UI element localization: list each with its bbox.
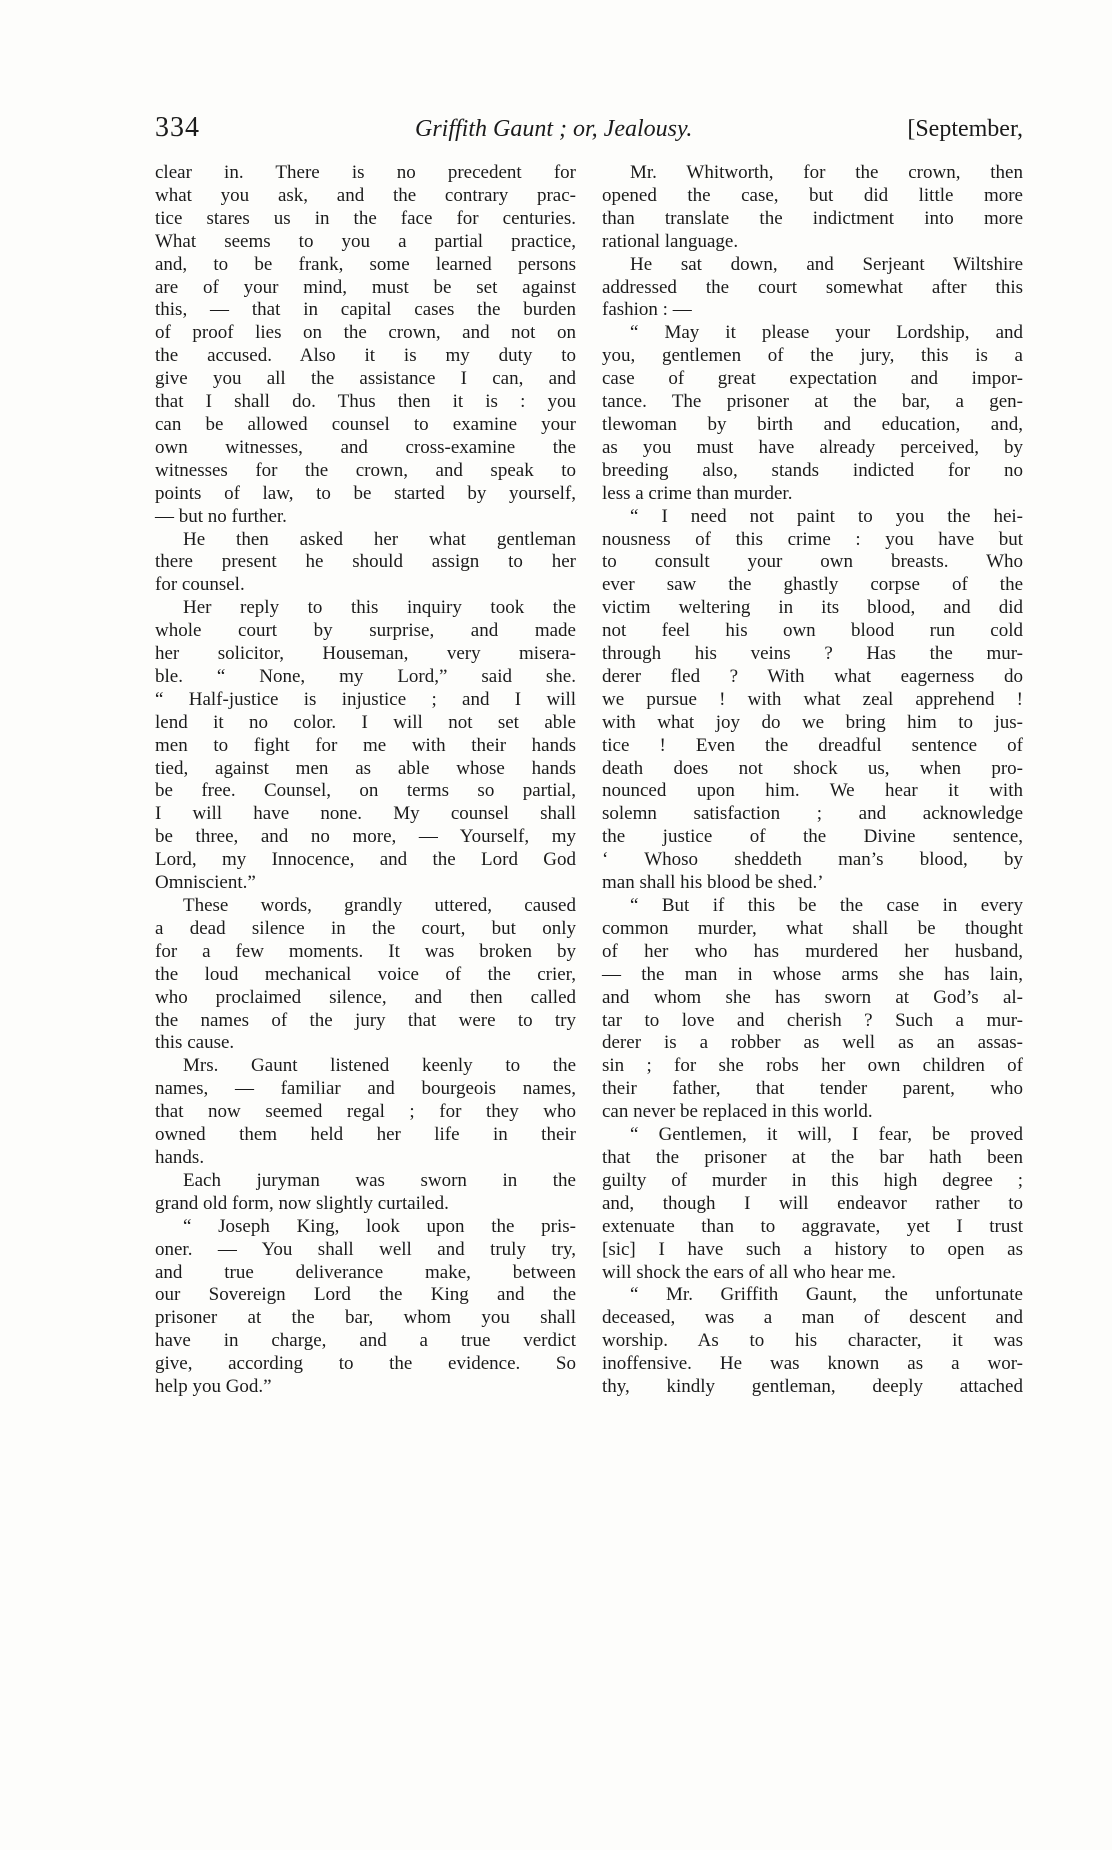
text-line: for a few moments. It was broken by	[155, 940, 576, 962]
text-line: guilty of murder in this high degree ;	[602, 1169, 1023, 1191]
text-line: can never be replaced in this world.	[602, 1101, 873, 1123]
paragraph	[602, 1124, 1023, 1284]
text-line: tied, against men as able whose hands	[155, 757, 576, 779]
text-line: “ I need not paint to you the hei-	[630, 505, 1023, 527]
text-line: fashion : —	[602, 299, 692, 321]
text-line: are of your mind, must be set against	[155, 276, 576, 298]
text-line: [sic] I have such a history to open as	[602, 1238, 1023, 1260]
text-line: derer fled ? With what eagerness do	[602, 665, 1023, 687]
text-line: worship. As to his character, it was	[602, 1330, 1023, 1352]
text-line: man shall his blood be shed.’	[602, 872, 824, 894]
text-line: as you must have already perceived, by	[602, 436, 1023, 458]
text-line: ever saw the ghastly corpse of the	[602, 574, 1023, 596]
text-line: derer is a robber as well as an assas-	[602, 1032, 1023, 1054]
text-line: tar to love and cherish ? Such a mur-	[602, 1009, 1023, 1031]
text-line: Each juryman was sworn in the	[183, 1169, 576, 1191]
text-line: ‘ Whoso sheddeth man’s blood, by	[602, 849, 1023, 871]
page-number: 334	[155, 112, 200, 143]
text-line: her solicitor, Houseman, very misera-	[155, 643, 576, 665]
text-line: you, gentlemen of the jury, this is a	[602, 345, 1023, 367]
text-line: give, according to the evidence. So	[155, 1353, 576, 1375]
paragraph	[155, 529, 576, 598]
column-left	[155, 162, 576, 1399]
paragraph	[155, 162, 576, 529]
text-line: thy, kindly gentleman, deeply attached	[602, 1376, 1023, 1398]
text-line: with what joy do we bring him to jus-	[602, 711, 1023, 733]
text-line: and, though I will endeavor rather to	[602, 1192, 1023, 1214]
text-line: and whom she has sworn at God’s al-	[602, 986, 1023, 1008]
paragraph	[155, 1216, 576, 1399]
text-line: “ Gentlemen, it will, I fear, be proved	[630, 1124, 1023, 1146]
text-line: give you all the assistance I can, and	[155, 368, 576, 390]
paragraph	[602, 254, 1023, 323]
text-line: case of great expectation and impor-	[602, 368, 1023, 390]
text-line: tice ! Even the dreadful sentence of	[602, 734, 1023, 756]
text-line: solemn satisfaction ; and acknowledge	[602, 803, 1023, 825]
paragraph	[155, 1170, 576, 1216]
text-line: Omniscient.”	[155, 872, 256, 894]
text-line: own witnesses, and cross-examine the	[155, 436, 576, 458]
text-line: He sat down, and Serjeant Wiltshire	[630, 253, 1023, 275]
text-line: inoffensive. He was known as a wor-	[602, 1353, 1023, 1375]
text-line: extenuate than to aggravate, yet I trust	[602, 1215, 1023, 1237]
text-line: “ Half-justice is injustice ; and I will	[155, 688, 576, 710]
text-line: points of law, to be started by yourself,	[155, 482, 576, 504]
text-line: grand old form, now slightly curtailed.	[155, 1192, 449, 1214]
text-line: the loud mechanical voice of the crier,	[155, 963, 576, 985]
text-line: ble. “ None, my Lord,” said she.	[155, 665, 576, 687]
text-line: than translate the indictment into more	[602, 207, 1023, 229]
text-line: who proclaimed silence, and then called	[155, 986, 576, 1008]
text-line: clear in. There is no precedent for	[155, 162, 576, 183]
text-line: the accused. Also it is my duty to	[155, 345, 576, 367]
running-header	[155, 112, 1023, 144]
paragraph	[602, 506, 1023, 895]
text-line: breeding also, stands indicted for no	[602, 459, 1023, 481]
running-title: Griffith Gaunt ; or, Jealousy.	[415, 116, 693, 142]
text-line: that the prisoner at the bar hath been	[602, 1146, 1023, 1168]
text-line: there present he should assign to her	[155, 551, 576, 573]
paragraph	[602, 322, 1023, 505]
text-line: help you God.”	[155, 1376, 272, 1398]
text-line: death does not shock us, when pro-	[602, 757, 1023, 779]
text-line: a dead silence in the court, but only	[155, 917, 576, 939]
text-line: Lord, my Innocence, and the Lord God	[155, 849, 576, 871]
text-line: nousness of this crime : you have but	[602, 528, 1023, 550]
paragraph	[155, 597, 576, 895]
text-line: deceased, was a man of descent and	[602, 1307, 1023, 1329]
text-line: what you ask, and the contrary prac-	[155, 184, 576, 206]
paragraph	[602, 162, 1023, 254]
text-line: prisoner at the bar, whom you shall	[155, 1307, 576, 1329]
text-line: have in charge, and a true verdict	[155, 1330, 576, 1352]
text-line: — the man in whose arms she has lain,	[602, 963, 1023, 985]
text-line: common murder, what shall be thought	[602, 917, 1023, 939]
text-line: opened the case, but did little more	[602, 184, 1023, 206]
text-line: addressed the court somewhat after this	[602, 276, 1023, 298]
text-line: oner. — You shall well and truly try,	[155, 1238, 576, 1260]
text-line: “ Mr. Griffith Gaunt, the unfortunate	[630, 1284, 1023, 1306]
text-line: What seems to you a partial practice,	[155, 230, 576, 252]
text-line: — but no further.	[155, 505, 287, 527]
text-line: can be allowed counsel to examine your	[155, 413, 576, 435]
text-line: “ But if this be the case in every	[630, 895, 1023, 916]
text-line: He then asked her what gentleman	[183, 528, 576, 550]
text-line: be free. Counsel, on terms so partial,	[155, 780, 576, 802]
text-line: Mr. Whitworth, for the crown, then	[630, 162, 1023, 183]
text-line: to consult your own breasts. Who	[602, 551, 1023, 573]
text-line: lend it no color. I will not set able	[155, 711, 576, 733]
text-line: hands.	[155, 1146, 205, 1168]
text-line: not feel his own blood run cold	[602, 620, 1023, 642]
text-line: victim weltering in its blood, and did	[602, 597, 1023, 619]
text-line: this, — that in capital cases the burden	[155, 299, 576, 321]
text-columns	[155, 162, 1023, 1399]
text-line: names, — familiar and bourgeois names,	[155, 1078, 576, 1100]
issue-marker: [September,	[907, 116, 1023, 142]
text-line: we pursue ! with what zeal apprehend !	[602, 688, 1023, 710]
text-line: for counsel.	[155, 574, 245, 596]
text-line: rational language.	[602, 230, 739, 252]
text-line: I will have none. My counsel shall	[155, 803, 576, 825]
text-line: our Sovereign Lord the King and the	[155, 1284, 576, 1306]
text-line: men to fight for me with their hands	[155, 734, 576, 756]
text-line: the justice of the Divine sentence,	[602, 826, 1023, 848]
text-line: this cause.	[155, 1032, 235, 1054]
text-line: “ May it please your Lordship, and	[630, 322, 1023, 344]
column-right	[602, 162, 1023, 1399]
text-line: and true deliverance make, between	[155, 1261, 576, 1283]
text-line: that now seemed regal ; for they who	[155, 1101, 576, 1123]
text-line: tance. The prisoner at the bar, a gen-	[602, 391, 1023, 413]
text-line: These words, grandly uttered, caused	[183, 895, 576, 916]
text-line: tice stares us in the face for centuries.	[155, 207, 576, 229]
text-line: owned them held her life in their	[155, 1124, 576, 1146]
text-line: of her who has murdered her husband,	[602, 940, 1023, 962]
text-line: “ Joseph King, look upon the pris-	[183, 1215, 576, 1237]
text-line: witnesses for the crown, and speak to	[155, 459, 576, 481]
paragraph	[602, 1284, 1023, 1399]
text-line: whole court by surprise, and made	[155, 620, 576, 642]
text-line: through his veins ? Has the mur-	[602, 643, 1023, 665]
text-line: less a crime than murder.	[602, 482, 793, 504]
paragraph	[155, 1055, 576, 1170]
text-line: nounced upon him. We hear it with	[602, 780, 1023, 802]
paragraph	[602, 895, 1023, 1124]
text-line: be three, and no more, — Yourself, my	[155, 826, 576, 848]
text-line: Mrs. Gaunt listened keenly to the	[183, 1055, 576, 1077]
text-line: the names of the jury that were to try	[155, 1009, 576, 1031]
text-line: will shock the ears of all who hear me.	[602, 1261, 896, 1283]
text-line: their father, that tender parent, who	[602, 1078, 1023, 1100]
text-line: Her reply to this inquiry took the	[183, 597, 576, 619]
paragraph	[155, 895, 576, 1055]
text-line: sin ; for she robs her own children of	[602, 1055, 1023, 1077]
text-line: that I shall do. Thus then it is : you	[155, 391, 576, 413]
text-line: tlewoman by birth and education, and,	[602, 413, 1023, 435]
text-line: and, to be frank, some learned persons	[155, 253, 576, 275]
text-line: of proof lies on the crown, and not on	[155, 322, 576, 344]
